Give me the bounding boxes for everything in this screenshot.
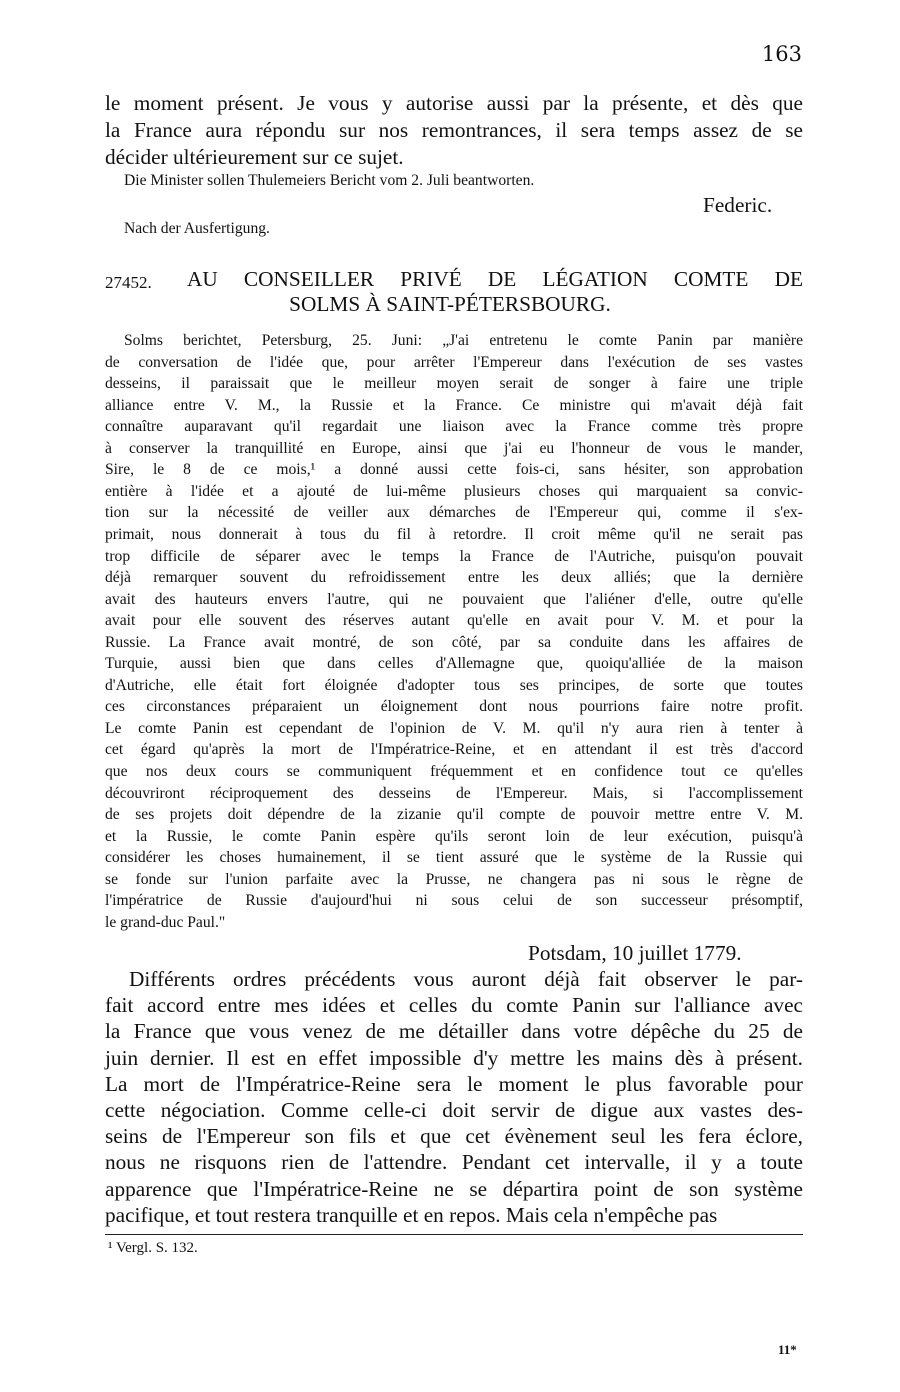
letter-line: fait accord entre mes idées et celles du comte Panin sur l'alliance avec bbox=[105, 993, 803, 1018]
paragraph-line: la France aura répondu sur nos remontrances, il sera temps assez de se bbox=[105, 118, 803, 142]
report-line: se fonde sur l'union parfaite avec la Prusse, ne changera pas ni sous le règne de bbox=[105, 870, 803, 888]
report-line: Solms berichtet, Petersburg, 25. Juni: „J'ai entretenu le comte Panin par manière bbox=[124, 332, 803, 349]
report-line: connaître auparavant qu'il regardait une liaison avec la France comme très propre bbox=[105, 418, 803, 436]
report-line: Russie. La France avait montré, de son côté, par sa conduite dans les affaires de bbox=[105, 633, 803, 651]
report-line: cet égard qu'après la mort de l'Impératrice-Reine, et en attendant il est très d'accord bbox=[105, 741, 803, 759]
report-block bbox=[105, 330, 803, 940]
footnote: ¹ Vergl. S. 132. bbox=[108, 1240, 198, 1256]
report-line: de ses projets doit dépendre de la zizanie qu'il compte de pouvoir mettre entre V. M. bbox=[105, 806, 803, 824]
footnote-divider bbox=[105, 1234, 803, 1235]
report-line: découvriront réciproquement des desseins de l'Empereur. Mais, si l'accomplissement bbox=[105, 784, 803, 802]
signature-mark: 11* bbox=[778, 1342, 797, 1357]
report-line: Turquie, aussi bien que dans celles d'Allemagne que, quoiqu'alliée de la maison bbox=[105, 655, 803, 673]
report-line: primait, nous donnerait à tous du fil à retordre. Il croit même qu'il ne serait pas bbox=[105, 525, 803, 543]
report-line: que nos deux cours se communiquent fréquemment et en confidence tout ce qu'elles bbox=[105, 763, 803, 780]
letter-line: La mort de l'Impératrice-Reine sera le moment le plus favorable pour bbox=[105, 1071, 803, 1096]
report-line: entière à l'idée et a ajouté de lui-même plusieurs choses qui marquaient sa convic- bbox=[105, 482, 803, 500]
report-line: de conversation de l'idée que, pour arrêter l'Empereur dans l'exécution de ses vastes bbox=[105, 353, 803, 371]
report-line: déjà remarquer souvent du refroidissement entre les deux alliés; que la dernière bbox=[105, 569, 803, 587]
report-line: tion sur la nécessité de veiller aux démarches de l'Empereur qui, comme il s'ex- bbox=[105, 504, 803, 522]
report-line: à conserver la tranquillité en Europe, ainsi que j'ai eu l'honneur de vous le mander, bbox=[105, 439, 803, 457]
report-line: l'impératrice de Russie d'aujourd'hui ni sous celui de son successeur présomptif, bbox=[105, 892, 803, 910]
instruction-note: Die Minister sollen Thulemeiers Bericht vom 2. Juli beantworten. bbox=[124, 172, 535, 189]
report-line: avait des hauteurs envers l'autre, qui ne pouvaient que l'aliéner d'elle, outre qu'elle bbox=[105, 590, 803, 608]
letter-line: seins de l'Empereur son fils et que cet évènement seul les fera éclore, bbox=[105, 1124, 803, 1149]
report-line: le grand-duc Paul." bbox=[105, 913, 226, 931]
report-line: Le comte Panin est cependant de l'opinion de V. M. qu'il n'y aura rien à tenter à bbox=[105, 719, 803, 737]
paragraph-line: le moment présent. Je vous y autorise aussi par la présente, et dès que bbox=[105, 91, 803, 115]
paragraph-line: décider ultérieurement sur ce sujet. bbox=[105, 145, 404, 169]
letter-line: nous ne risquons rien de l'attendre. Pendant cet intervalle, il y a toute bbox=[105, 1150, 803, 1175]
letter-line: la France que vous venez de me détailler dans votre dépêche du 25 de bbox=[105, 1019, 803, 1044]
report-line: d'Autriche, elle était fort éloignée d'adopter tous ses principes, de sorte que toutes bbox=[105, 676, 803, 694]
report-line: avait pour elle souvent des réserves autant qu'elle en avait pour V. M. et pour la bbox=[105, 612, 803, 630]
heading-line-2: SOLMS À SAINT-PÉTERSBOURG. bbox=[289, 292, 611, 316]
source-note: Nach der Ausfertigung. bbox=[124, 220, 270, 237]
report-line: Sire, le 8 de ce mois,¹ a donné aussi cette fois-ci, sans hésiter, son approbation bbox=[105, 461, 803, 479]
heading-line-1: AU CONSEILLER PRIVÉ DE LÉGATION COMTE DE bbox=[187, 267, 803, 291]
report-line: desseins, il paraissait que le meilleur moyen serait de songer à faire une triple bbox=[105, 375, 803, 393]
letter-body bbox=[105, 966, 803, 1230]
dateline: Potsdam, 10 juillet 1779. bbox=[528, 941, 742, 965]
letter-line: juin dernier. Il est en effet impossible d'y mettre les mains dès à présent. bbox=[105, 1045, 803, 1070]
letter-line: cette négociation. Comme celle-ci doit servir de digue aux vastes des- bbox=[105, 1098, 803, 1122]
report-line: ces circonstances préparaient un éloignement dont nous pourrions faire notre profit. bbox=[105, 698, 803, 716]
report-line: et la Russie, le comte Panin espère qu'ils seront loin de leur exécution, puisqu'à bbox=[105, 827, 803, 845]
letter-line: pacifique, et tout restera tranquille et en repos. Mais cela n'empêche pas bbox=[105, 1202, 718, 1227]
top-paragraph bbox=[105, 90, 803, 170]
letter-line: apparence que l'Impératrice-Reine ne se départira point de son système bbox=[105, 1176, 803, 1201]
report-line: alliance entre V. M., la Russie et la France. Ce ministre qui m'avait déjà fait bbox=[105, 396, 803, 414]
report-line: trop difficile de séparer avec le temps la France de l'Autriche, puisqu'on pouvait bbox=[105, 547, 803, 565]
signature: Federic. bbox=[703, 193, 773, 217]
page-number: 163 bbox=[761, 42, 802, 66]
report-line: considérer les choses humainement, il se tient assuré que le système de la Russie qui bbox=[105, 849, 803, 867]
letter-line: Différents ordres précédents vous auront déjà fait observer le par- bbox=[129, 967, 803, 991]
letter-number-text: 27452. bbox=[105, 273, 152, 292]
